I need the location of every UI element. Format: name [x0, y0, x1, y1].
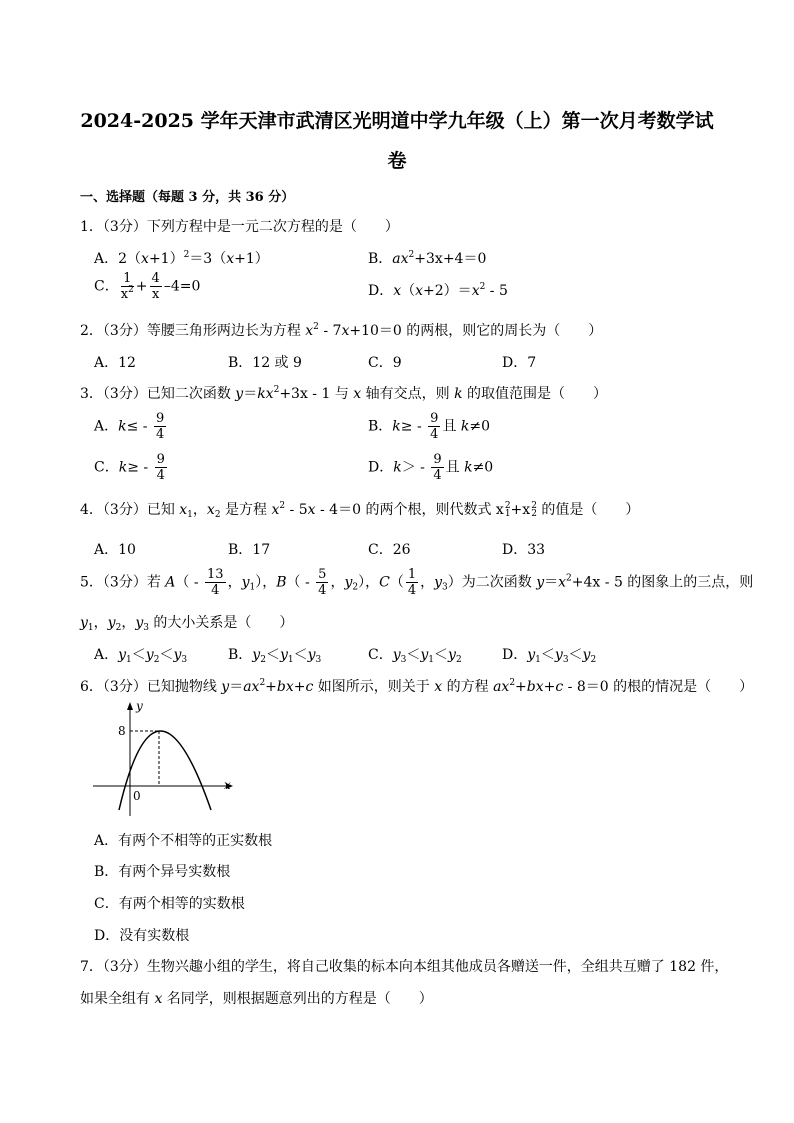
- question-1-option-b: B．$ax^2+3x+4=0$: [368, 250, 487, 267]
- question-7-stem-line2: 如果全组有 x 名同学，则根据题意列出的方程是（ ）: [80, 991, 433, 1007]
- y-axis-label: y: [136, 699, 143, 713]
- question-5-option-c: C．$y_3<y_1<y_2$: [368, 647, 462, 665]
- vertex-value-label: 8: [118, 724, 126, 738]
- question-3-option-d: D．k＞ - $\frac{9}{4}$ 且 k≠0: [368, 452, 494, 483]
- question-5-option-b: B．$y_2<y_1<y_3$: [228, 647, 322, 665]
- y-axis-arrow: [127, 702, 133, 710]
- question-6-option-d: D．没有实数根: [94, 928, 190, 944]
- question-6-option-b: B．有两个异号实数根: [94, 864, 231, 880]
- origin-label: 0: [133, 789, 141, 803]
- question-4-option-b: B．17: [228, 542, 271, 558]
- x-axis-label: x: [224, 778, 231, 792]
- question-3-stem: 3．（3分）已知二次函数 $y=kx^2+3x - 1$ 与 x 轴有交点，则 k 的取值范围是（ ）: [80, 385, 608, 402]
- question-2-option-d: D．7: [502, 355, 537, 371]
- question-3-option-c: C．k≥ - $\frac{9}{4}$: [94, 452, 165, 483]
- section-heading: 一、选择题（每题 3 分，共 36 分）: [80, 190, 295, 205]
- question-2-option-a: A．12: [94, 355, 136, 371]
- question-1-option-a: A．$2(x+1)^2=3(x+1)$: [94, 250, 269, 267]
- question-5-option-d: D．$y_1<y_3<y_2$: [502, 647, 597, 665]
- question-6-stem: 6．（3分）已知抛物线 $y=ax^2+bx+c$ 如图所示，则关于 x 的方程 $ax^2+bx+c - 8=0$ 的根的情况是（ ）: [80, 678, 754, 695]
- question-4-stem: 4．（3分）已知 $x_1$，$x_2$ 是方程 $x^2 - 5x - 4=0$ 的两个根，则代数式 x2 1+x2 2 的值是（ ）: [80, 500, 640, 520]
- exam-title-line2: 卷: [387, 150, 407, 172]
- question-4-option-d: D．33: [502, 542, 546, 558]
- question-2-option-b: B．12 或 9: [228, 355, 302, 371]
- question-1-option-c: C． $\frac{1}{x^2}$ + $\frac{4}{x}$ –4=0: [94, 271, 201, 302]
- question-7-stem-line1: 7．（3分）生物兴趣小组的学生，将自己收集的标本向本组其他成员各赠送一件，全组共互赠了 182 件，: [80, 959, 729, 975]
- question-3-option-a: A．k≤ - $\frac{9}{4}$: [94, 411, 165, 442]
- question-5-option-a: A．$y_1<y_2<y_3$: [94, 647, 188, 665]
- question-4-option-a: A．10: [94, 542, 136, 558]
- question-6-option-a: A．有两个不相等的正实数根: [94, 833, 273, 849]
- question-3-option-b: B．k≥ - $\frac{9}{4}$ 且 k≠0: [368, 411, 491, 442]
- question-4-option-c: C．26: [368, 542, 411, 558]
- question-5-stem-line1: 5．（3分）若 A（ - $\frac{13}{4}$ ，$y_1$），B（ - $\frac{5}{4}$ ，$y_2$），C（ $\frac{1}{4}$ ，$y_3$）为二次函数 $y=x^2+4x - 5$ 的图象上的三点，则: [80, 567, 754, 598]
- question-1-stem: 1．（3分）下列方程中是一元二次方程的是（ ）: [80, 219, 399, 235]
- question-2-stem: 2．（3分）等腰三角形两边长为方程 $x^2 - 7x+10=0$ 的两根，则它的周长为（ ）: [80, 322, 603, 339]
- parabola-graph: [88, 698, 248, 822]
- question-1-option-d: D．$x(x+2)=x^2 - 5$: [368, 282, 508, 299]
- question-2-option-c: C．9: [368, 355, 402, 371]
- question-6-option-c: C．有两个相等的实数根: [94, 896, 245, 912]
- question-5-stem-line2: $y_1$，$y_2$，$y_3$ 的大小关系是（ ）: [80, 615, 294, 633]
- exam-title-line1: 2024-2025 学年天津市武清区光明道中学九年级（上）第一次月考数学试: [80, 110, 714, 132]
